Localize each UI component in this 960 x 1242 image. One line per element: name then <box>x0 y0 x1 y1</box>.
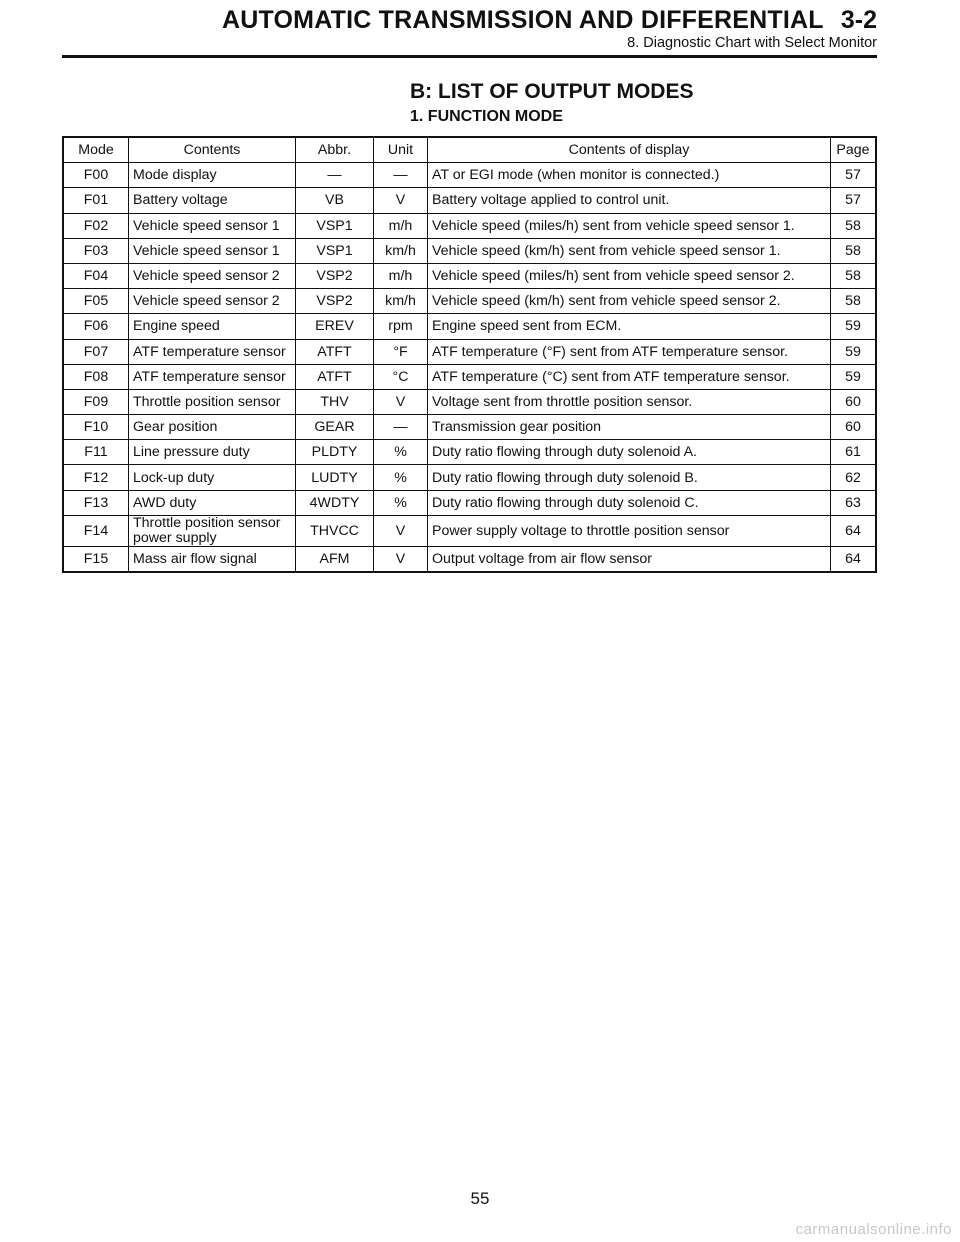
header-contents: Contents <box>129 137 296 163</box>
cell-unit: V <box>374 188 428 213</box>
cell-abbr: EREV <box>296 314 374 339</box>
cell-contents: Vehicle speed sensor 2 <box>129 263 296 288</box>
sub-title: 1. FUNCTION MODE <box>410 108 563 125</box>
cell-page: 59 <box>831 314 877 339</box>
cell-contents: Lock-up duty <box>129 465 296 490</box>
cell-unit: V <box>374 389 428 414</box>
cell-display: ATF temperature (°C) sent from ATF temperature sensor. <box>428 364 831 389</box>
cell-contents: ATF temperature sensor <box>129 339 296 364</box>
cell-mode: F00 <box>63 163 129 188</box>
cell-mode: F11 <box>63 440 129 465</box>
cell-page: 63 <box>831 490 877 515</box>
header-mode: Mode <box>63 137 129 163</box>
watermark: carmanualsonline.info <box>795 1221 952 1238</box>
header-display: Contents of display <box>428 137 831 163</box>
cell-mode: F04 <box>63 263 129 288</box>
cell-unit: V <box>374 546 428 572</box>
cell-display: Vehicle speed (km/h) sent from vehicle speed sensor 2. <box>428 289 831 314</box>
cell-display: Duty ratio flowing through duty solenoid C. <box>428 490 831 515</box>
cell-unit: km/h <box>374 289 428 314</box>
cell-unit: — <box>374 415 428 440</box>
cell-page: 58 <box>831 263 877 288</box>
cell-unit: — <box>374 163 428 188</box>
cell-contents: Gear position <box>129 415 296 440</box>
cell-abbr: PLDTY <box>296 440 374 465</box>
cell-mode: F02 <box>63 213 129 238</box>
cell-display: Power supply voltage to throttle position sensor <box>428 515 831 546</box>
header-rule <box>62 55 877 58</box>
cell-contents: Battery voltage <box>129 188 296 213</box>
cell-display: AT or EGI mode (when monitor is connected.) <box>428 163 831 188</box>
cell-page: 59 <box>831 339 877 364</box>
cell-abbr: THV <box>296 389 374 414</box>
cell-mode: F01 <box>63 188 129 213</box>
cell-unit: % <box>374 490 428 515</box>
table-row <box>63 465 876 490</box>
table-row <box>63 188 876 213</box>
table-row <box>63 515 876 546</box>
cell-abbr: — <box>296 163 374 188</box>
cell-display: Transmission gear position <box>428 415 831 440</box>
table-row <box>63 364 876 389</box>
cell-contents: ATF temperature sensor <box>129 364 296 389</box>
table-row <box>63 389 876 414</box>
cell-abbr: VSP1 <box>296 213 374 238</box>
cell-mode: F15 <box>63 546 129 572</box>
table-row <box>63 546 876 572</box>
cell-page: 58 <box>831 213 877 238</box>
cell-contents: Vehicle speed sensor 2 <box>129 289 296 314</box>
cell-abbr: VSP2 <box>296 289 374 314</box>
cell-unit: rpm <box>374 314 428 339</box>
cell-contents: Throttle position sensor power supply <box>129 515 296 546</box>
header-page: Page <box>831 137 877 163</box>
cell-display: Battery voltage applied to control unit. <box>428 188 831 213</box>
table-row <box>63 314 876 339</box>
cell-mode: F10 <box>63 415 129 440</box>
cell-mode: F14 <box>63 515 129 546</box>
cell-unit: % <box>374 465 428 490</box>
cell-mode: F12 <box>63 465 129 490</box>
table-row <box>63 440 876 465</box>
cell-abbr: VSP1 <box>296 238 374 263</box>
cell-unit: °C <box>374 364 428 389</box>
cell-abbr: LUDTY <box>296 465 374 490</box>
cell-display: ATF temperature (°F) sent from ATF temperature sensor. <box>428 339 831 364</box>
table-row <box>63 238 876 263</box>
cell-page: 58 <box>831 289 877 314</box>
cell-unit: m/h <box>374 263 428 288</box>
cell-page: 64 <box>831 546 877 572</box>
header-unit: Unit <box>374 137 428 163</box>
cell-page: 58 <box>831 238 877 263</box>
cell-mode: F06 <box>63 314 129 339</box>
cell-display: Output voltage from air flow sensor <box>428 546 831 572</box>
cell-display: Voltage sent from throttle position sensor. <box>428 389 831 414</box>
cell-unit: V <box>374 515 428 546</box>
cell-unit: m/h <box>374 213 428 238</box>
header-title: AUTOMATIC TRANSMISSION AND DIFFERENTIAL <box>222 6 824 34</box>
output-modes-table <box>62 136 877 573</box>
cell-contents: Vehicle speed sensor 1 <box>129 238 296 263</box>
cell-contents: Throttle position sensor <box>129 389 296 414</box>
cell-unit: °F <box>374 339 428 364</box>
table-row <box>63 415 876 440</box>
cell-page: 60 <box>831 415 877 440</box>
cell-page: 62 <box>831 465 877 490</box>
cell-display: Engine speed sent from ECM. <box>428 314 831 339</box>
cell-display: Vehicle speed (miles/h) sent from vehicle speed sensor 1. <box>428 213 831 238</box>
section-title: B: LIST OF OUTPUT MODES <box>410 80 694 103</box>
header-abbr: Abbr. <box>296 137 374 163</box>
cell-abbr: ATFT <box>296 339 374 364</box>
cell-page: 57 <box>831 188 877 213</box>
cell-contents: AWD duty <box>129 490 296 515</box>
cell-page: 57 <box>831 163 877 188</box>
cell-page: 64 <box>831 515 877 546</box>
table-row <box>63 163 876 188</box>
cell-abbr: 4WDTY <box>296 490 374 515</box>
cell-display: Vehicle speed (miles/h) sent from vehicle speed sensor 2. <box>428 263 831 288</box>
cell-mode: F07 <box>63 339 129 364</box>
cell-contents: Vehicle speed sensor 1 <box>129 213 296 238</box>
cell-abbr: GEAR <box>296 415 374 440</box>
cell-page: 59 <box>831 364 877 389</box>
cell-unit: % <box>374 440 428 465</box>
cell-mode: F08 <box>63 364 129 389</box>
cell-contents: Line pressure duty <box>129 440 296 465</box>
cell-mode: F09 <box>63 389 129 414</box>
header-section-code: 3-2 <box>840 6 877 34</box>
cell-unit: km/h <box>374 238 428 263</box>
table-body <box>63 163 876 572</box>
header-subtitle: 8. Diagnostic Chart with Select Monitor <box>627 35 877 51</box>
cell-display: Duty ratio flowing through duty solenoid B. <box>428 465 831 490</box>
cell-mode: F13 <box>63 490 129 515</box>
cell-mode: F03 <box>63 238 129 263</box>
cell-abbr: AFM <box>296 546 374 572</box>
table-row <box>63 263 876 288</box>
cell-page: 60 <box>831 389 877 414</box>
table-row <box>63 339 876 364</box>
table-row <box>63 490 876 515</box>
cell-abbr: ATFT <box>296 364 374 389</box>
page-header <box>62 4 877 54</box>
table-header-row <box>63 137 876 163</box>
cell-display: Duty ratio flowing through duty solenoid A. <box>428 440 831 465</box>
cell-contents: Engine speed <box>129 314 296 339</box>
table-row <box>63 289 876 314</box>
cell-abbr: VB <box>296 188 374 213</box>
table-row <box>63 213 876 238</box>
cell-contents: Mass air flow signal <box>129 546 296 572</box>
cell-contents: Mode display <box>129 163 296 188</box>
cell-display: Vehicle speed (km/h) sent from vehicle speed sensor 1. <box>428 238 831 263</box>
cell-page: 61 <box>831 440 877 465</box>
cell-abbr: VSP2 <box>296 263 374 288</box>
cell-mode: F05 <box>63 289 129 314</box>
cell-abbr: THVCC <box>296 515 374 546</box>
page-number: 55 <box>470 1189 490 1208</box>
